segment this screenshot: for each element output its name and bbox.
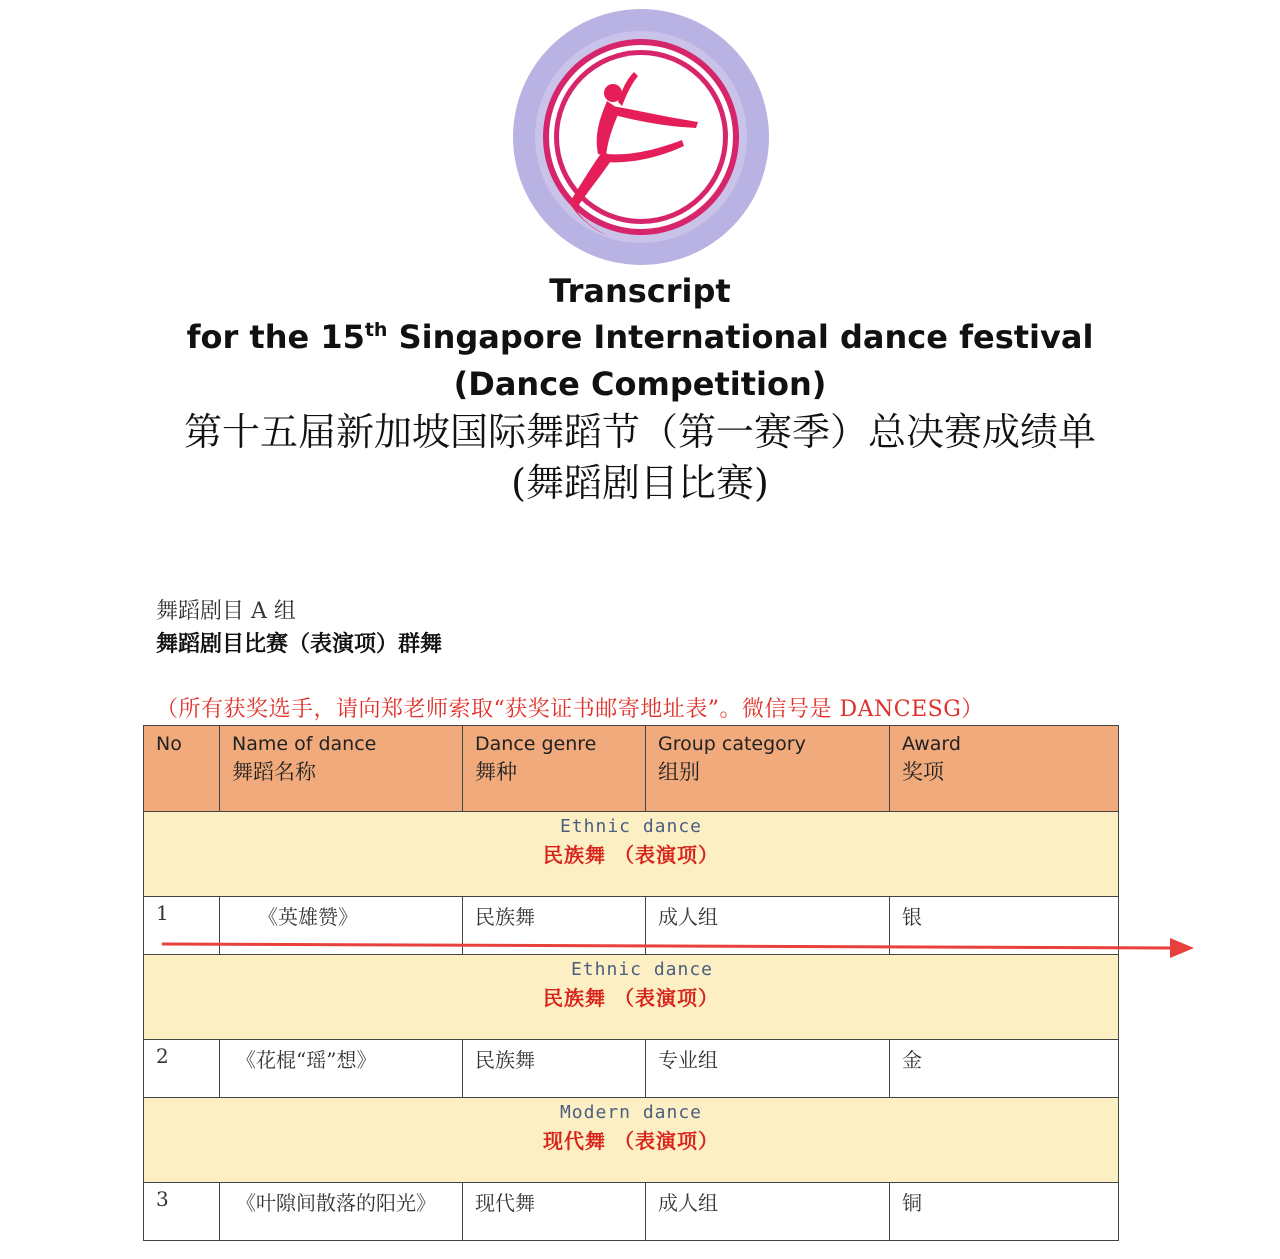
- section-row: [144, 955, 1119, 1040]
- header-category: [646, 726, 890, 812]
- header-no: [144, 726, 220, 812]
- header-award: [890, 726, 1119, 812]
- group-label: 舞蹈剧目 A 组: [156, 599, 296, 624]
- group-subtitle: 舞蹈剧目比赛（表演项）群舞: [156, 631, 443, 657]
- title-zh-main: 第十五届新加坡国际舞蹈节（第一赛季）总决赛成绩单: [183, 410, 1096, 454]
- row-award: 铜: [902, 1191, 922, 1215]
- table-row: [144, 1183, 1119, 1241]
- title-festival: [0, 314, 1280, 360]
- row-category: 专业组: [658, 1048, 718, 1072]
- cell-no: [144, 1040, 220, 1098]
- row-genre: 民族舞: [475, 905, 535, 929]
- section-title-en: Ethnic dance: [570, 959, 714, 980]
- header-genre: [463, 726, 646, 812]
- section-title-en: Modern dance: [559, 1102, 703, 1123]
- header-category-en: Group category: [658, 733, 806, 755]
- title-zh-sub: (舞蹈剧目比赛): [511, 461, 769, 505]
- header-category-zh: 组别: [658, 760, 700, 784]
- header-no-en: No: [156, 733, 182, 755]
- header-genre-en: Dance genre: [475, 733, 597, 755]
- header-award-en: Award: [902, 733, 961, 755]
- section-title-en: Ethnic dance: [559, 816, 703, 837]
- award-notice: （所有获奖选手，请向郑老师索取“获奖证书邮寄地址表”。微信号是 DANCESG）: [156, 697, 984, 722]
- section-title-zh: 现代舞 （表演项）: [543, 1129, 719, 1153]
- row-genre: 现代舞: [475, 1191, 535, 1215]
- row-genre: 民族舞: [475, 1048, 535, 1072]
- row-award: 银: [902, 905, 922, 929]
- annotation-arrow: [162, 932, 1196, 962]
- row-dance-name: 《叶隙间散落的阳光》: [236, 1191, 436, 1215]
- title-ordinal-suffix: th: [364, 319, 388, 341]
- section-title-zh: 民族舞 （表演项）: [543, 843, 719, 867]
- section-cell: [144, 1098, 1119, 1183]
- row-dance-name: 《花棍“瑶”想》: [236, 1048, 377, 1072]
- cell-award: [890, 1183, 1119, 1241]
- cell-category: [646, 1040, 890, 1098]
- cell-category: [646, 1183, 890, 1241]
- section-row: [144, 812, 1119, 897]
- header-name: [220, 726, 463, 812]
- section-cell: [144, 955, 1119, 1040]
- row-award: 金: [902, 1048, 922, 1072]
- row-no: 2: [156, 1044, 169, 1068]
- cell-genre: [463, 1183, 646, 1241]
- section-cell: [144, 812, 1119, 897]
- row-no: 3: [156, 1187, 169, 1211]
- arrow-shaft: [162, 944, 1170, 948]
- cell-name: [220, 1040, 463, 1098]
- title-festival-prefix: for the 15: [186, 318, 365, 356]
- row-dance-name: 《英雄赞》: [258, 905, 358, 929]
- row-no: 1: [156, 901, 169, 925]
- cell-name: [220, 1183, 463, 1241]
- section-title-zh: 民族舞 （表演项）: [543, 986, 719, 1010]
- header-name-en: Name of dance: [232, 733, 377, 755]
- cell-award: [890, 1040, 1119, 1098]
- header-name-zh: 舞蹈名称: [232, 760, 316, 784]
- section-row: [144, 1098, 1119, 1183]
- title-competition: (Dance Competition): [453, 365, 827, 403]
- cell-no: [144, 1183, 220, 1241]
- results-table: [143, 725, 1119, 1241]
- table-header-row: [144, 726, 1119, 812]
- header-award-zh: 奖项: [902, 760, 944, 784]
- row-category: 成人组: [658, 1191, 718, 1215]
- table-row: [144, 1040, 1119, 1098]
- header-genre-zh: 舞种: [475, 760, 517, 784]
- title-festival-name: Singapore International dance festival: [387, 318, 1094, 356]
- cell-genre: [463, 1040, 646, 1098]
- row-category: 成人组: [658, 905, 718, 929]
- title-transcript: Transcript: [549, 272, 731, 310]
- festival-logo: [510, 6, 772, 268]
- arrow-head: [1170, 938, 1194, 958]
